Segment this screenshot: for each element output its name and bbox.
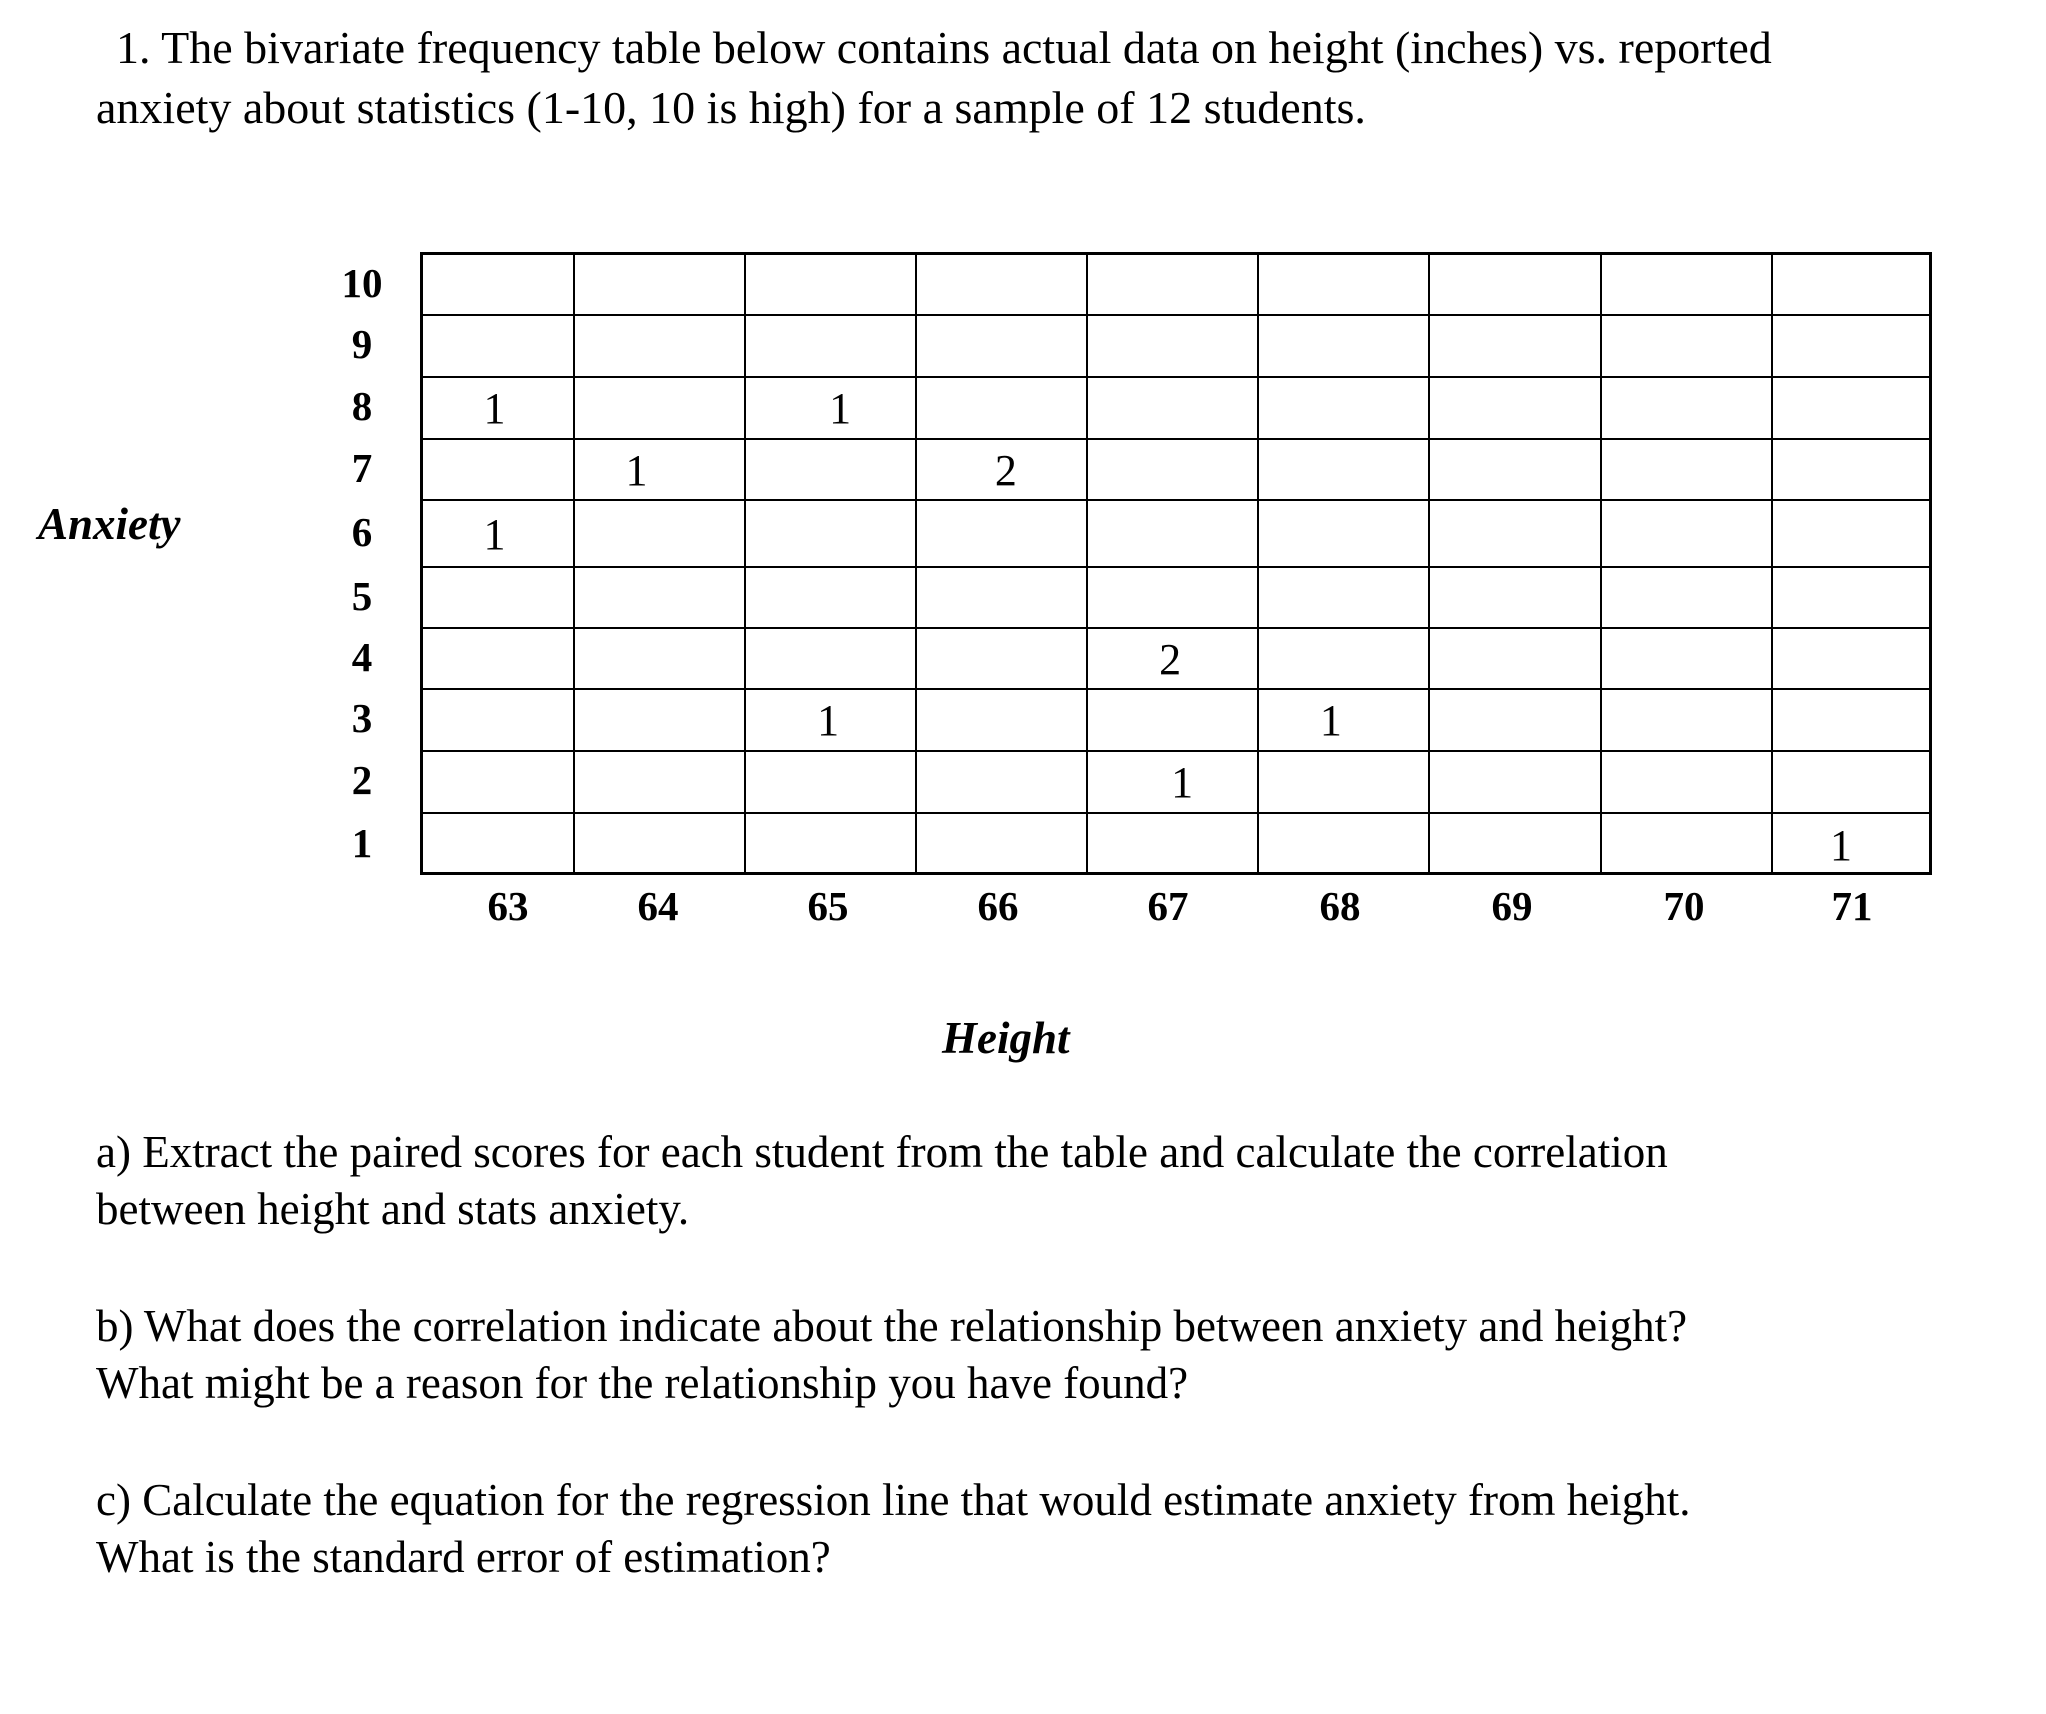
cell-frequency: 1: [625, 445, 648, 495]
grid-horizontal-line: [423, 566, 1929, 568]
x-axis-title: Height: [942, 1013, 1070, 1063]
grid-horizontal-line: [423, 688, 1929, 690]
question-c-line-2: What is the standard error of estimation?: [96, 1532, 831, 1582]
grid-horizontal-line: [423, 314, 1929, 316]
cell-frequency: 1: [1319, 696, 1342, 745]
y-axis-label: 1: [351, 820, 373, 866]
y-axis-label: 7: [351, 444, 373, 491]
y-axis-label: 8: [351, 383, 373, 429]
grid-horizontal-line: [423, 438, 1929, 440]
x-axis-label: 69: [1491, 883, 1533, 929]
question-a-line-2: between height and stats anxiety.: [96, 1184, 690, 1234]
y-axis-label: 2: [351, 757, 373, 803]
x-axis-label: 67: [1147, 883, 1189, 929]
y-axis-label: 10: [341, 259, 383, 306]
cell-frequency: 1: [483, 509, 506, 559]
grid-horizontal-line: [423, 376, 1929, 378]
grid-vertical-line: [744, 255, 746, 872]
x-axis-label: 63: [487, 883, 529, 929]
y-axis-label: 9: [351, 321, 373, 367]
cell-frequency: 1: [1830, 821, 1853, 870]
question-c: [96, 1472, 1936, 1586]
grid-vertical-line: [1428, 255, 1430, 872]
problem-statement-line-2: anxiety about statistics (1-10, 10 is high) for a sample of 12 students.: [96, 82, 1366, 133]
question-b-line-2: What might be a reason for the relationship you have found?: [96, 1358, 1189, 1408]
question-a-line-1: a) Extract the paired scores for each student from the table and calculate the correlation: [96, 1127, 1668, 1177]
grid-vertical-line: [1600, 255, 1602, 872]
y-axis-title: Anxiety: [38, 499, 181, 549]
question-a: [96, 1124, 1936, 1238]
x-axis-label: 65: [807, 883, 849, 929]
cell-frequency: 2: [1159, 634, 1182, 684]
y-axis-label: 5: [351, 572, 373, 619]
question-c-line-1: c) Calculate the equation for the regression line that would estimate anxiety from height.: [96, 1475, 1691, 1525]
grid-horizontal-line: [423, 499, 1929, 501]
x-axis-label: 68: [1319, 883, 1361, 929]
problem-statement: [96, 18, 1936, 138]
grid-horizontal-line: [423, 812, 1929, 814]
x-axis-label: 64: [637, 883, 679, 929]
y-axis-label: 6: [351, 508, 373, 555]
cell-frequency: 2: [994, 445, 1017, 495]
grid-vertical-line: [573, 255, 575, 872]
grid-vertical-line: [915, 255, 917, 872]
grid-vertical-line: [1771, 255, 1773, 872]
cell-frequency: 1: [829, 384, 852, 433]
y-axis-label: 4: [351, 633, 373, 680]
grid-horizontal-line: [423, 750, 1929, 752]
cell-frequency: 1: [483, 384, 506, 433]
x-axis-label: 66: [977, 883, 1019, 929]
question-b-line-1: b) What does the correlation indicate about the relationship between anxiety and height?: [96, 1301, 1688, 1351]
grid-horizontal-line: [423, 627, 1929, 629]
problem-statement-line-1: 1. The bivariate frequency table below contains actual data on height (inches) vs. reported: [116, 22, 1772, 73]
grid-vertical-line: [1257, 255, 1259, 872]
grid-vertical-line: [1086, 255, 1088, 872]
y-axis-label: 3: [351, 695, 373, 741]
x-axis-label: 70: [1663, 883, 1705, 929]
x-axis-label: 71: [1831, 883, 1873, 929]
frequency-table-grid: [420, 252, 1932, 875]
cell-frequency: 1: [817, 696, 840, 745]
cell-frequency: 1: [1171, 758, 1194, 807]
question-b: [96, 1298, 1936, 1412]
